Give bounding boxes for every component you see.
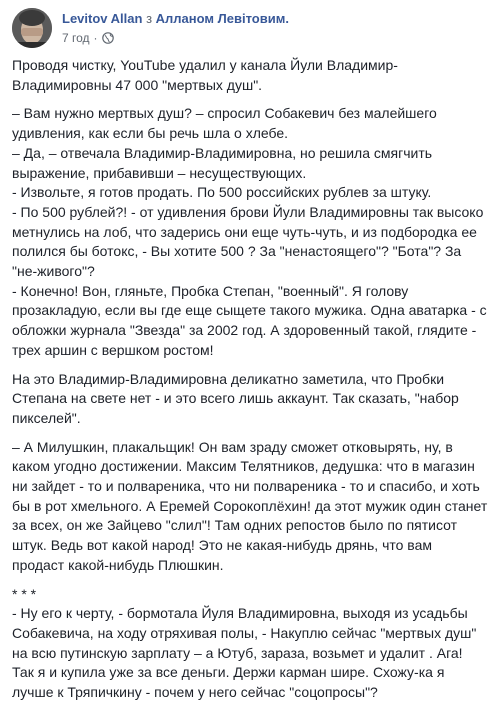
globe-icon[interactable] [102, 32, 114, 44]
avatar-image [12, 8, 52, 48]
post-header [12, 8, 289, 48]
post-paragraph: На это Владимир-Владимировна деликатно заметила, что Пробки Степана на свете нет - и это всего лишь аккаунт. Так сказать, "набор пикселей". [12, 370, 459, 426]
post-body [12, 56, 488, 712]
co-author-name[interactable]: Алланом Левітовим. [155, 10, 289, 26]
post-paragraph: Проводя чистку, YouTube удалил у канала Йули Владимир-Владимировны 47 000 "мертвых душ". [12, 57, 398, 93]
with-text: з [146, 10, 153, 26]
author-line [62, 11, 289, 27]
post-paragraph: – Да, – отвечала Владимир-Владимировна, но решила смягчить выражение, прибавивши – несуществующих. [12, 144, 433, 181]
post-paragraph: - Ну его к черту, - бормотала Йуля Владимировна, выходя из усадьбы Собакевича, на ходу отряхивая полы, - Накуплю сейчас "мертвых душ" на всю путинскую зарплату – а Ютуб, зараза, возьмет и удалит . Ага! Так я и купила уже за все деньги. Держи карман шире. Схожу-ка я лучше к Тряпичкину - почем у него сейчас "соцопросы"? [12, 605, 477, 701]
post-paragraph: – Вам нужно мертвых душ? – спросил Собакевич без малейшего удивления, как если бы речь шла о хлебе. [12, 105, 437, 142]
author-name[interactable]: Levitov Allan [62, 10, 143, 26]
post-paragraph: - По 500 рублей?! - от удивления брови Йули Владимировны так высоко метнулись на лоб, что задерись они еще чуть-чуть, и из подбородка ее полился бы ботокс, - Вы хотите 500 ? За "ненастоящего"? "Бота"? За "не-живого"? [12, 203, 484, 280]
separator-dot: · [93, 30, 98, 45]
post-paragraph: - Извольте, я готов продать. По 500 российских рублев за штуку. [12, 184, 432, 201]
timestamp-line [62, 30, 289, 46]
post-paragraph: – А Милушкин, плакальщик! Он вам зраду сможет отковырять, ну, в каком угодно достижении. Максим Телятников, дедушка: что в магазин ни зайдет - то и полвареника, что ни полвареника - то и спасибо, и хоть бы в рот хмельного. А Еремей Сорокоплёхин! да этот мужик один станет за всех, он же Зайцево "слил"! Там одних репостов было по пятисот штук. Ведь вот какой народ! Это не какая-нибудь дрянь, что вам продаст какой-нибудь Плюшкин. [12, 438, 488, 573]
post-meta [62, 11, 289, 46]
post-paragraph: - Конечно! Вон, гляньте, Пробка Степан, "военный". Я голову прозакладую, если вы где еще сыщете такого мужика. Одна аватарка - с обложки журнала "Звезда" за 2002 год. А здоровенный такой, глядите - трех аршин с вершком ростом! [12, 282, 487, 358]
section-separator: * * * [12, 585, 37, 602]
post-time[interactable]: 7 год [62, 30, 90, 45]
avatar[interactable] [12, 8, 52, 48]
